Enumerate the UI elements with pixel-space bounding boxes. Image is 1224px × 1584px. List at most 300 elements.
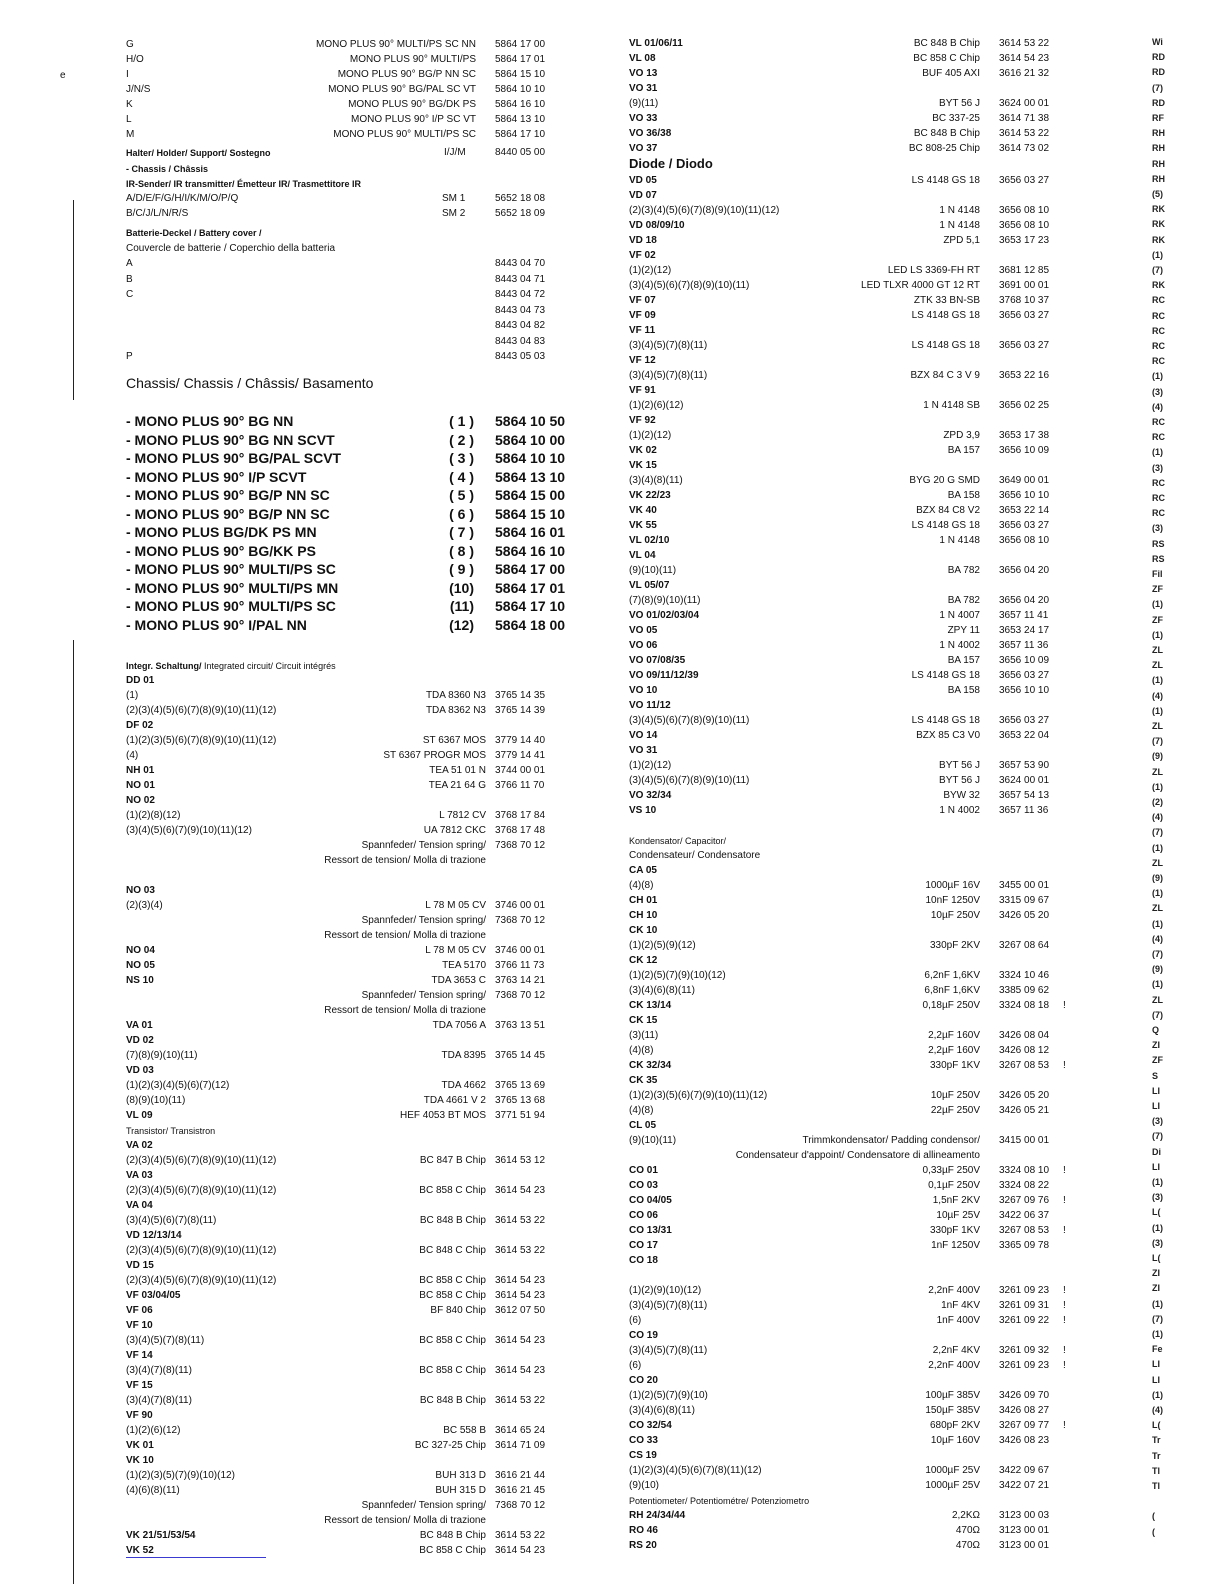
edge-fragment: Fe xyxy=(1152,1344,1163,1355)
part-code: 3426 08 04 xyxy=(999,1030,1050,1041)
part-ref: CO 33 xyxy=(629,1435,658,1446)
part-ref: (3)(4)(5)(6)(7)(9)(10)(11)(12) xyxy=(126,825,252,836)
battery-key: A xyxy=(126,258,133,269)
part-row xyxy=(629,489,1089,503)
chassis-row xyxy=(126,542,566,560)
safety-mark: ! xyxy=(1063,1300,1066,1311)
part-ref: (2)(3)(4)(5)(6)(7)(8)(9)(10)(11)(12) xyxy=(629,205,780,216)
chassis-index: ( 9 ) xyxy=(449,561,474,577)
part-code: 3261 09 23 xyxy=(999,1360,1050,1371)
part-ref: VF 03/04/05 xyxy=(126,1290,181,1301)
part-ref: VL 02/10 xyxy=(629,535,670,546)
part-row xyxy=(629,609,1089,623)
part-type: 6,2nF 1,6KV xyxy=(924,970,980,981)
part-type: 680pF 2KV xyxy=(929,1420,980,1431)
part-ref: RH 24/34/44 xyxy=(629,1510,686,1521)
part-ref: CK 13/14 xyxy=(629,1000,672,1011)
part-ref: CK 35 xyxy=(629,1075,658,1086)
chassis-code: 5864 10 10 xyxy=(495,450,566,466)
part-row xyxy=(629,67,1089,81)
part-ref: VD 18 xyxy=(629,235,657,246)
part-row xyxy=(629,1209,1089,1223)
part-ref: (4)(8) xyxy=(629,880,654,891)
part-code: 3656 08 10 xyxy=(999,205,1050,216)
part-type: TDA 8395 xyxy=(441,1050,486,1061)
part-ref: CO 03 xyxy=(629,1180,658,1191)
part-code: 3426 05 20 xyxy=(999,1090,1050,1101)
part-code: 3656 10 09 xyxy=(999,655,1050,666)
edge-fragment: RC xyxy=(1152,295,1165,306)
part-row xyxy=(126,1004,566,1018)
part-ref: VO 05 xyxy=(629,625,658,636)
part-row xyxy=(126,1124,566,1138)
part-row xyxy=(126,734,566,748)
part-row xyxy=(629,834,1089,848)
edge-fragment: RD xyxy=(1152,97,1165,108)
part-ref: (1)(2)(5)(7)(9)(10)(12) xyxy=(629,970,726,981)
part-ref: VA 03 xyxy=(126,1170,153,1181)
part-row xyxy=(126,929,566,943)
edge-fragment: (7) xyxy=(1152,1131,1163,1142)
part-code: 3765 13 68 xyxy=(495,1095,546,1106)
part-ref: CH 01 xyxy=(629,895,658,906)
chassis-row xyxy=(126,449,566,467)
model-code: 5864 10 10 xyxy=(495,84,546,95)
chassis-code: 5864 10 50 xyxy=(495,413,566,429)
edge-fragment: (1) xyxy=(1152,1177,1163,1187)
part-code: 3422 06 37 xyxy=(999,1210,1050,1221)
part-ref: (9)(11) xyxy=(629,98,659,109)
chassis-row xyxy=(126,597,566,615)
part-ref: VK 22/23 xyxy=(629,490,671,501)
chassis-name: - MONO PLUS 90° BG/P NN SC xyxy=(126,487,330,503)
part-code: 3426 08 27 xyxy=(999,1405,1050,1416)
part-row xyxy=(126,974,566,988)
part-row xyxy=(126,779,566,793)
battery-key: B xyxy=(126,273,133,285)
part-row xyxy=(629,579,1089,593)
edge-fragment: (1) xyxy=(1152,629,1163,640)
part-type: 10µF 160V xyxy=(930,1435,980,1446)
part-code: 3267 09 77 xyxy=(999,1420,1050,1431)
part-row xyxy=(126,1214,566,1228)
part-code: 3765 14 35 xyxy=(495,690,546,701)
part-type: 100µF 385V xyxy=(925,1390,980,1401)
edge-fragment: (7) xyxy=(1152,1009,1163,1020)
ir-key: B/C/J/L/N/R/S xyxy=(126,208,189,219)
battery-code: 8443 04 82 xyxy=(495,320,546,331)
part-row xyxy=(126,1169,566,1183)
part-ref: CK 32/34 xyxy=(629,1060,672,1071)
chassis-name: - MONO PLUS 90° BG NN xyxy=(126,413,294,429)
edge-fragment: RH xyxy=(1152,173,1165,184)
part-row xyxy=(629,759,1089,773)
part-ref: (2)(3)(4)(5)(6)(7)(8)(9)(10)(11)(12) xyxy=(126,1185,277,1196)
part-type: BC 337-25 xyxy=(932,113,980,124)
part-row xyxy=(629,894,1089,908)
model-row xyxy=(126,68,556,82)
chassis-row xyxy=(126,431,566,449)
edge-fragment: (4) xyxy=(1152,401,1163,412)
part-row xyxy=(629,157,1089,173)
part-ref: (4) xyxy=(126,750,139,761)
part-row xyxy=(629,429,1089,443)
edge-fragment: (9) xyxy=(1152,751,1163,762)
part-code: 3653 17 38 xyxy=(999,430,1050,441)
part-type: 10µF 250V xyxy=(930,1090,980,1101)
part-row xyxy=(629,1239,1089,1253)
chassis-index: ( 4 ) xyxy=(449,468,474,485)
part-ref: CO 20 xyxy=(629,1375,658,1386)
battery-code: 8443 04 73 xyxy=(495,304,546,316)
part-code: 3653 22 14 xyxy=(999,505,1050,516)
part-row xyxy=(629,564,1089,578)
part-ref: (3)(4)(7)(8)(11) xyxy=(126,1365,192,1376)
part-ref: VL 08 xyxy=(629,53,656,64)
chassis-name: - MONO PLUS 90° BG/PAL SCVT xyxy=(126,450,342,466)
part-ref: (3)(4)(5)(7)(8)(11) xyxy=(629,1345,708,1356)
ic-heading-bold: Integr. Schaltung/ xyxy=(126,661,202,671)
edge-fragment: (9) xyxy=(1152,873,1163,883)
ic-heading-rest: Integrated circuit/ Circuit intégrés xyxy=(201,661,336,671)
part-type: LS 4148 GS 18 xyxy=(911,175,980,186)
part-ref: VK 15 xyxy=(629,460,657,471)
part-ref: VA 02 xyxy=(126,1140,153,1151)
part-ref: (7)(8)(9)(10)(11) xyxy=(629,595,701,606)
edge-fragment: RC xyxy=(1152,477,1165,488)
edge-fragment: ZL xyxy=(1152,857,1163,868)
part-row xyxy=(629,174,1089,188)
part-code: 3656 10 09 xyxy=(999,445,1050,456)
part-code: 3656 03 27 xyxy=(999,340,1050,351)
edge-fragment: RS xyxy=(1152,538,1165,549)
chassis-name: - MONO PLUS BG/DK PS MN xyxy=(126,524,317,540)
chassis-code: 5864 17 00 xyxy=(495,561,566,577)
part-ref: (1)(2)(5)(7)(9)(10) xyxy=(629,1390,708,1401)
part-code: 3365 09 78 xyxy=(999,1240,1050,1251)
part-ref: VL 05/07 xyxy=(629,580,670,591)
part-ref: Condensateur/ Condensatore xyxy=(629,850,761,861)
edge-fragment: RC xyxy=(1152,508,1165,519)
part-row xyxy=(629,1389,1089,1403)
part-ref: (2)(3)(4)(5)(6)(7)(8)(9)(10)(11)(12) xyxy=(126,1275,277,1286)
chassis-index: (10) xyxy=(449,579,474,596)
part-ref: VL 09 xyxy=(126,1110,153,1121)
part-type: 1 N 4148 xyxy=(939,220,980,231)
part-ref: CK 15 xyxy=(629,1015,658,1026)
part-type: BZX 85 C3 V0 xyxy=(916,730,980,741)
part-row xyxy=(629,1434,1089,1448)
part-row xyxy=(629,142,1089,156)
part-row xyxy=(629,1074,1089,1088)
part-type: 1 N 4148 xyxy=(939,205,980,216)
edge-fragment: (7) xyxy=(1152,736,1163,747)
model-name: MONO PLUS 90° MULTI/PS xyxy=(349,54,476,65)
part-ref: CA 05 xyxy=(629,865,657,876)
edge-fragment: (3) xyxy=(1152,462,1163,473)
part-type: TDA 4662 xyxy=(441,1080,486,1091)
part-row xyxy=(126,1334,566,1348)
part-ref: NO 03 xyxy=(126,885,155,896)
part-ref: CS 19 xyxy=(629,1450,657,1461)
holder-label: Halter/ Holder/ Support/ Sostegno xyxy=(126,148,271,158)
edge-fragment: Di xyxy=(1152,1146,1161,1157)
part-type: 10µF 25V xyxy=(936,1210,980,1221)
part-type: LS 4148 GS 18 xyxy=(911,520,980,531)
edge-fragment: (1) xyxy=(1152,1389,1163,1400)
edge-fragment: RK xyxy=(1152,204,1165,215)
part-code: 3768 10 37 xyxy=(999,295,1050,306)
part-ref: VF 15 xyxy=(126,1380,153,1391)
part-ref: (1)(2)(8)(12) xyxy=(126,810,181,821)
part-code: 3657 53 90 xyxy=(999,760,1050,771)
edge-fragment: (4) xyxy=(1152,933,1163,944)
part-ref: (1)(2)(3)(5)(6)(7)(9)(10)(11)(12) xyxy=(629,1090,768,1101)
edge-fragment: RC xyxy=(1152,341,1165,351)
part-row xyxy=(629,639,1089,653)
edge-fragment: ZI xyxy=(1152,1268,1160,1279)
edge-fragment: (7) xyxy=(1152,82,1163,93)
edge-fragment: (7) xyxy=(1152,1313,1163,1324)
part-ref: VF 09 xyxy=(629,310,656,321)
part-row xyxy=(126,1424,566,1438)
part-row xyxy=(629,729,1089,743)
part-row xyxy=(126,1244,566,1258)
chassis-row xyxy=(126,616,566,634)
part-type: BC 858 C Chip xyxy=(419,1275,486,1286)
part-type: Trimmkondensator/ Padding condensor/ xyxy=(802,1135,980,1146)
part-ref: VD 08/09/10 xyxy=(629,220,685,231)
part-row xyxy=(629,444,1089,458)
part-row xyxy=(629,984,1089,998)
part-row xyxy=(629,384,1089,398)
chassis-code: 5864 16 10 xyxy=(495,542,566,559)
part-code: 3267 09 76 xyxy=(999,1195,1050,1206)
part-row xyxy=(629,1464,1089,1478)
edge-fragment: RC xyxy=(1152,417,1165,427)
part-ref: (1)(2)(6)(12) xyxy=(126,1425,181,1436)
part-type: ZPY 11 xyxy=(947,625,980,636)
part-row xyxy=(629,1359,1089,1373)
model-key: I xyxy=(126,69,129,80)
part-code: 3657 11 36 xyxy=(999,805,1049,816)
part-row xyxy=(126,1364,566,1378)
part-code: 3768 17 48 xyxy=(495,825,546,836)
chassis-index: ( 1 ) xyxy=(449,413,474,429)
part-row xyxy=(629,1284,1089,1298)
battery-code: 8443 04 72 xyxy=(495,289,546,300)
edge-fragment: RC xyxy=(1152,356,1165,367)
edge-fragment: ZL xyxy=(1152,721,1163,731)
part-ref: (2)(3)(4) xyxy=(126,900,163,911)
part-type: BC 848 B Chip xyxy=(913,38,980,49)
part-ref: (9)(10)(11) xyxy=(629,1135,677,1146)
part-code: 3779 14 40 xyxy=(495,735,546,746)
ir-key: A/D/E/F/G/H/I/K/M/O/P/Q xyxy=(126,193,239,204)
part-row xyxy=(629,82,1089,96)
part-ref: (3)(4)(5)(6)(7)(8)(9)(10)(11) xyxy=(629,715,750,726)
part-ref: VD 15 xyxy=(126,1260,154,1271)
part-code: 3766 11 70 xyxy=(495,780,545,791)
part-row xyxy=(629,1449,1089,1463)
part-ref: VK 10 xyxy=(126,1455,154,1466)
part-ref: (1)(2)(3)(5)(6)(7)(8)(9)(10)(11)(12) xyxy=(126,735,277,746)
ir-code: 5652 18 08 xyxy=(495,193,546,204)
part-row xyxy=(629,1104,1089,1118)
part-type: Spannfeder/ Tension spring/ xyxy=(361,1500,486,1511)
part-row xyxy=(629,249,1089,263)
edge-fragment: LI xyxy=(1152,1085,1160,1096)
part-ref: VA 04 xyxy=(126,1200,153,1211)
edge-fragment: RD xyxy=(1152,52,1165,63)
part-row xyxy=(126,1544,566,1558)
safety-mark: ! xyxy=(1063,1285,1066,1296)
model-key: G xyxy=(126,39,134,50)
part-row xyxy=(629,1509,1089,1523)
part-row xyxy=(629,1014,1089,1028)
part-ref: (4)(8) xyxy=(629,1105,654,1116)
part-row xyxy=(126,1034,566,1048)
edge-fragment: ZI xyxy=(1152,1040,1160,1051)
edge-fragment: (1) xyxy=(1152,1298,1163,1309)
part-row xyxy=(629,189,1089,203)
part-row xyxy=(126,1229,566,1243)
part-type: 2,2nF 4KV xyxy=(932,1345,980,1356)
part-ref: (2)(3)(4)(5)(6)(7)(8)(9)(10)(11)(12) xyxy=(126,1155,277,1166)
part-row xyxy=(629,1164,1089,1178)
chassis-index: (12) xyxy=(449,616,474,633)
edge-fragment: Fil xyxy=(1152,569,1163,579)
part-ref: (3)(4)(6)(8)(11) xyxy=(629,985,695,996)
part-type: BC 848 B Chip xyxy=(419,1215,486,1226)
part-ref: (2)(3)(4)(5)(6)(7)(8)(9)(10)(11)(12) xyxy=(126,705,277,716)
part-code: 3624 00 01 xyxy=(999,775,1050,786)
battery-code: 8443 04 71 xyxy=(495,273,546,285)
part-code: 3614 53 22 xyxy=(999,38,1050,49)
part-code: 3614 71 38 xyxy=(999,113,1050,124)
chassis-name: - MONO PLUS 90° MULTI/PS SC xyxy=(126,598,336,614)
part-row xyxy=(126,1439,566,1453)
edge-fragment: (7) xyxy=(1152,265,1163,275)
part-row xyxy=(629,399,1089,413)
edge-fragment: RK xyxy=(1152,280,1165,291)
part-row xyxy=(629,459,1089,473)
part-row xyxy=(629,1029,1089,1043)
part-ref: (3)(4)(5)(7)(8)(11) xyxy=(629,370,708,381)
edge-fragment: Q xyxy=(1152,1025,1160,1035)
part-code: 3656 03 27 xyxy=(999,310,1050,321)
part-type: 0,1µF 250V xyxy=(928,1180,980,1191)
part-type: LS 4148 GS 18 xyxy=(911,340,980,351)
part-row xyxy=(126,854,566,868)
part-ref: (3)(4)(8)(11) xyxy=(629,475,683,486)
chassis-row xyxy=(126,579,566,597)
edge-fragment: RC xyxy=(1152,310,1165,321)
model-row xyxy=(126,98,556,112)
edge-fragment: Tr xyxy=(1152,1435,1161,1446)
part-type: 1 N 4002 xyxy=(939,805,980,816)
edge-fragment: RK xyxy=(1152,219,1165,230)
part-ref: CO 04/05 xyxy=(629,1195,672,1206)
edge-fragment: Wi xyxy=(1152,37,1163,47)
edge-fragment: (1) xyxy=(1152,781,1163,792)
edge-fragment: (1) xyxy=(1152,675,1163,686)
edge-fragment: S xyxy=(1152,1070,1159,1081)
model-code: 5864 17 00 xyxy=(495,39,546,50)
edge-fragment: (3) xyxy=(1152,523,1163,534)
part-row xyxy=(629,264,1089,278)
part-ref: (3)(4)(5)(6)(7)(8)(9)(10)(11) xyxy=(629,280,750,291)
part-code: 3315 09 67 xyxy=(999,895,1050,906)
part-type: BC 848 B Chip xyxy=(419,1530,486,1541)
edge-fragment: ZL xyxy=(1152,994,1163,1005)
part-ref: (3)(4)(5)(6)(7)(8)(11) xyxy=(126,1215,217,1226)
part-type: TDA 7056 A xyxy=(432,1020,486,1031)
part-row xyxy=(629,504,1089,518)
part-code: 3267 08 64 xyxy=(999,940,1050,951)
model-name: MONO PLUS 90° I/P SC VT xyxy=(351,114,476,125)
part-row xyxy=(126,1109,566,1123)
edge-fragment: RF xyxy=(1152,113,1164,123)
part-row xyxy=(629,1194,1089,1208)
part-row xyxy=(629,804,1089,818)
part-code: 3653 22 04 xyxy=(999,730,1050,741)
edge-fragment: (1) xyxy=(1152,918,1163,929)
part-row xyxy=(629,309,1089,323)
part-row xyxy=(126,764,566,778)
chassis-row xyxy=(126,560,566,578)
chassis-note: - Chassis / Châssis xyxy=(126,164,209,174)
edge-fragment: (1) xyxy=(1152,979,1163,990)
part-row xyxy=(629,1224,1089,1238)
part-type: BC 848 B Chip xyxy=(913,128,980,139)
part-code: 3656 03 27 xyxy=(999,175,1050,186)
edge-fragment: (7) xyxy=(1152,949,1163,959)
section-heading: Potentiometer/ Potentiométre/ Potenziometro xyxy=(629,1496,810,1506)
part-type: BYG 20 G SMD xyxy=(909,475,980,486)
part-row xyxy=(629,1524,1089,1538)
edge-fragment: Tl xyxy=(1152,1465,1160,1476)
section-heading: Transistor/ Transistron xyxy=(126,1126,216,1136)
part-ref: VS 10 xyxy=(629,805,657,816)
model-row xyxy=(126,113,556,127)
part-ref: VK 02 xyxy=(629,445,657,456)
edge-fragment: RK xyxy=(1152,234,1165,245)
part-row xyxy=(629,1179,1089,1193)
chassis-code: 5864 15 10 xyxy=(495,505,566,522)
part-row xyxy=(629,909,1089,923)
part-ref: (1)(2)(9)(10)(12) xyxy=(629,1285,702,1296)
part-row xyxy=(126,944,566,958)
part-type: 150µF 385V xyxy=(925,1405,980,1416)
part-ref: (3)(4)(5)(7)(8)(11) xyxy=(629,1300,708,1311)
part-code: 3614 54 23 xyxy=(999,53,1050,64)
chassis-code: 5864 17 10 xyxy=(495,598,566,614)
part-ref: VF 12 xyxy=(629,355,656,366)
part-row xyxy=(629,1149,1089,1163)
part-code: 3656 10 10 xyxy=(999,685,1050,696)
part-type: 1nF 4KV xyxy=(941,1300,980,1311)
chassis-row xyxy=(126,523,566,541)
footer-underline xyxy=(126,1557,266,1558)
part-code: 3649 00 01 xyxy=(999,475,1050,486)
part-code: 3614 73 02 xyxy=(999,143,1050,154)
part-type: 22µF 250V xyxy=(930,1105,980,1116)
part-row xyxy=(126,1019,566,1033)
part-row xyxy=(629,924,1089,938)
part-ref: CL 05 xyxy=(629,1120,657,1131)
part-code: 3614 65 24 xyxy=(495,1425,546,1436)
